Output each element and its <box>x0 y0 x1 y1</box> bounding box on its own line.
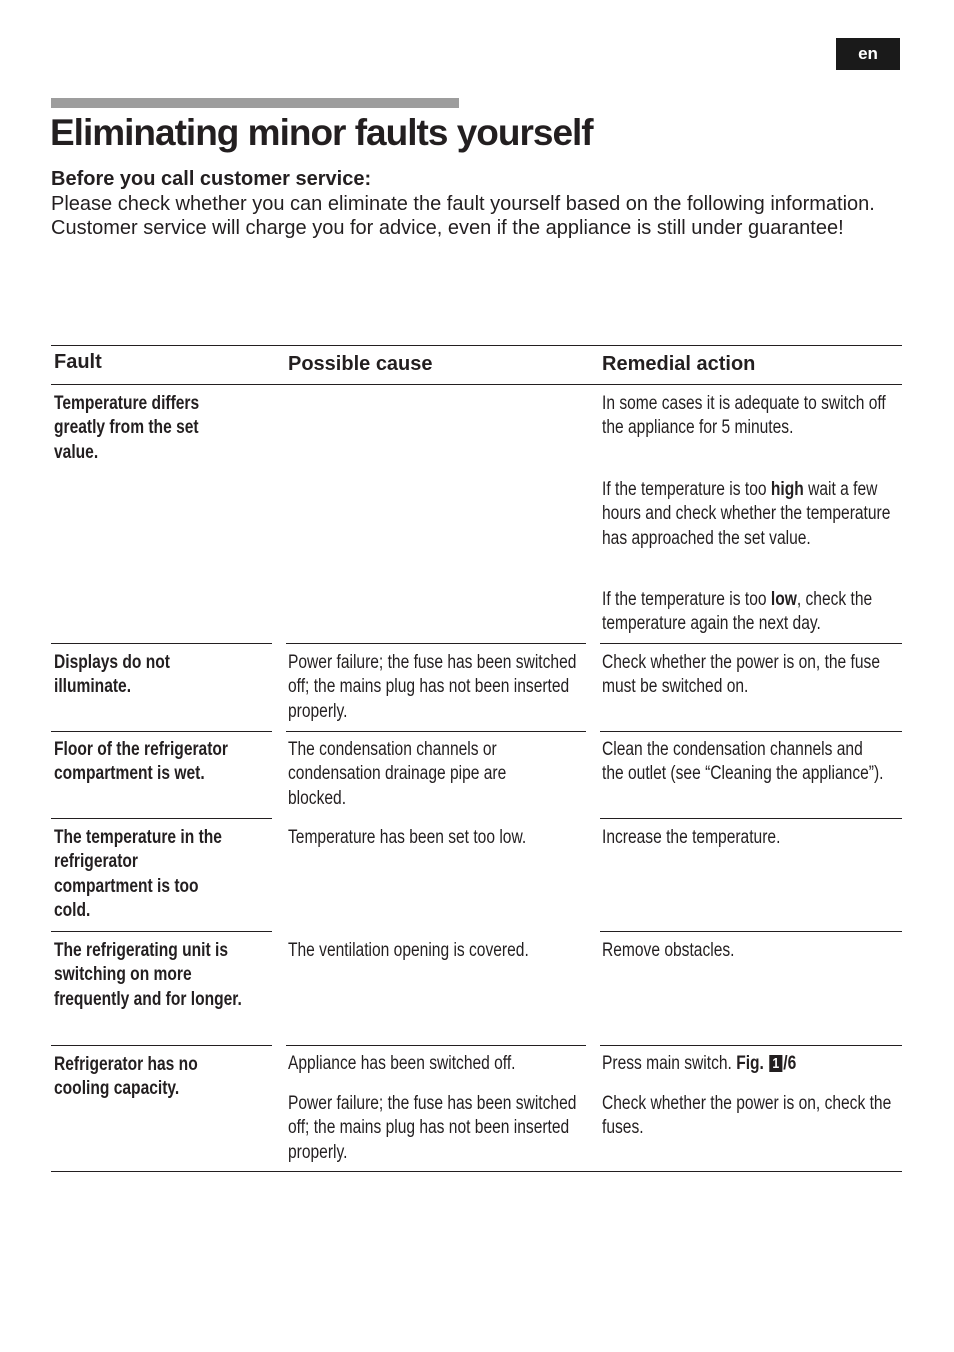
action-text: If the temperature is too <box>602 479 771 500</box>
cause-cell: Power failure; the fuse has been switched off; the mains plug has not been inserted properly. <box>288 1093 577 1163</box>
action-cell: In some cases it is adequate to switch off the appliance for 5 minutes. <box>602 393 886 439</box>
row-rule <box>51 931 272 932</box>
action-cell <box>602 1052 902 1076</box>
action-cell: Clean the condensation channels and the outlet (see “Cleaning the appliance”). <box>602 739 884 785</box>
cause-cell: The condensation channels or condensation drainage pipe are blocked. <box>288 739 507 809</box>
row-rule <box>600 1045 902 1046</box>
emphasis-text: high <box>770 479 804 500</box>
row-rule <box>600 818 902 819</box>
title-accent-bar <box>51 98 459 108</box>
row-rule <box>286 643 586 644</box>
header-fault: Fault <box>54 351 102 373</box>
figure-reference: Fig. <box>736 1053 764 1074</box>
header-cause: Possible cause <box>288 353 433 375</box>
row-rule <box>51 818 272 819</box>
page-title: Eliminating minor faults yourself <box>50 112 593 153</box>
intro-text-1: Please check whether you can eliminate the fault yourself based on the following information. <box>51 192 875 215</box>
language-badge: en <box>836 38 900 70</box>
cause-cell: Power failure; the fuse has been switched off; the mains plug has not been inserted properly. <box>288 652 577 722</box>
figure-suffix: /6 <box>783 1053 797 1074</box>
fault-cell: The temperature in the refrigerator compartment is too cold. <box>54 827 222 921</box>
fault-cell: Displays do not illuminate. <box>54 652 171 698</box>
cause-cell: Temperature has been set too low. <box>288 827 527 848</box>
table-bottom-rule <box>51 1171 902 1172</box>
fault-cell: Temperature differs greatly from the set value. <box>54 393 200 463</box>
cause-cell: The ventilation opening is covered. <box>288 940 529 961</box>
emphasis-text: low <box>770 589 797 610</box>
intro-text-2: Customer service will charge you for advice, even if the appliance is still under guarantee! <box>51 217 844 239</box>
action-text: Press main switch. <box>602 1053 737 1074</box>
row-rule <box>286 1045 586 1046</box>
header-action: Remedial action <box>602 353 756 375</box>
action-cell <box>602 588 902 637</box>
row-rule <box>286 731 586 732</box>
row-rule <box>600 931 902 932</box>
action-text: , check the temperature again the next day. <box>602 589 873 635</box>
row-rule <box>600 731 902 732</box>
intro-section <box>51 167 881 241</box>
table-header-rule <box>51 384 902 385</box>
cause-cell: Appliance has been switched off. <box>288 1053 516 1074</box>
fault-cell: Refrigerator has no cooling capacity. <box>54 1054 198 1100</box>
table-top-rule <box>51 345 902 346</box>
fault-cell: Floor of the refrigerator compartment is wet. <box>54 739 228 785</box>
action-cell: Check whether the power is on, check the fuses. <box>602 1093 892 1139</box>
action-cell: Check whether the power is on, the fuse must be switched on. <box>602 652 881 698</box>
row-rule <box>600 643 902 644</box>
action-text: If the temperature is too <box>602 589 771 610</box>
action-cell: Increase the temperature. <box>602 827 781 848</box>
row-rule <box>51 643 272 644</box>
row-rule <box>51 731 272 732</box>
action-cell: Remove obstacles. <box>602 940 735 961</box>
intro-heading: Before you call customer service: <box>51 168 372 190</box>
action-cell <box>602 478 902 551</box>
fault-cell: The refrigerating unit is switching on more frequently and for longer. <box>54 940 242 1010</box>
row-rule <box>51 1045 272 1046</box>
action-text: wait a few hours and check whether the temperature has approached the set value. <box>602 479 891 549</box>
figure-number-badge: 1 <box>769 1055 782 1072</box>
